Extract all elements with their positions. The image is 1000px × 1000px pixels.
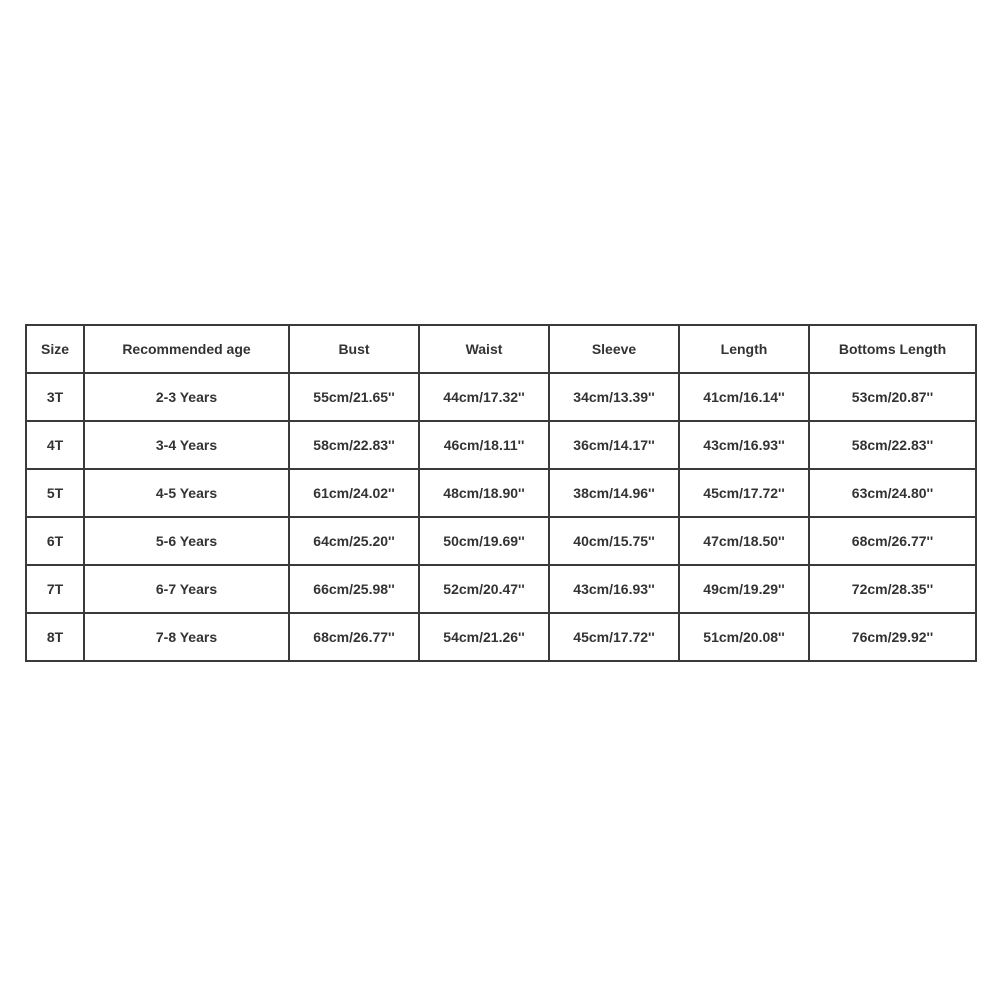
- cell-sleeve: 38cm/14.96'': [549, 469, 679, 517]
- column-header-length: Length: [679, 325, 809, 373]
- cell-recommended-age: 2-3 Years: [84, 373, 289, 421]
- cell-bust: 64cm/25.20'': [289, 517, 419, 565]
- table-row: [26, 517, 976, 565]
- cell-waist: 46cm/18.11'': [419, 421, 549, 469]
- cell-length: 43cm/16.93'': [679, 421, 809, 469]
- cell-waist: 52cm/20.47'': [419, 565, 549, 613]
- cell-bust: 55cm/21.65'': [289, 373, 419, 421]
- cell-length: 49cm/19.29'': [679, 565, 809, 613]
- table-row: [26, 421, 976, 469]
- cell-sleeve: 40cm/15.75'': [549, 517, 679, 565]
- cell-bottoms-length: 72cm/28.35'': [809, 565, 976, 613]
- cell-waist: 48cm/18.90'': [419, 469, 549, 517]
- size-chart-table: [25, 324, 977, 662]
- cell-size: 7T: [26, 565, 84, 613]
- cell-recommended-age: 7-8 Years: [84, 613, 289, 661]
- table-row: [26, 565, 976, 613]
- cell-bottoms-length: 58cm/22.83'': [809, 421, 976, 469]
- cell-recommended-age: 3-4 Years: [84, 421, 289, 469]
- cell-sleeve: 36cm/14.17'': [549, 421, 679, 469]
- cell-size: 4T: [26, 421, 84, 469]
- cell-sleeve: 34cm/13.39'': [549, 373, 679, 421]
- cell-bust: 66cm/25.98'': [289, 565, 419, 613]
- cell-bottoms-length: 53cm/20.87'': [809, 373, 976, 421]
- cell-bottoms-length: 68cm/26.77'': [809, 517, 976, 565]
- cell-bust: 68cm/26.77'': [289, 613, 419, 661]
- table-row: [26, 613, 976, 661]
- cell-length: 47cm/18.50'': [679, 517, 809, 565]
- table-header-row: [26, 325, 976, 373]
- cell-bust: 61cm/24.02'': [289, 469, 419, 517]
- cell-length: 45cm/17.72'': [679, 469, 809, 517]
- column-header-size: Size: [26, 325, 84, 373]
- column-header-sleeve: Sleeve: [549, 325, 679, 373]
- cell-bottoms-length: 76cm/29.92'': [809, 613, 976, 661]
- cell-waist: 44cm/17.32'': [419, 373, 549, 421]
- cell-recommended-age: 6-7 Years: [84, 565, 289, 613]
- cell-length: 41cm/16.14'': [679, 373, 809, 421]
- column-header-waist: Waist: [419, 325, 549, 373]
- cell-length: 51cm/20.08'': [679, 613, 809, 661]
- cell-size: 6T: [26, 517, 84, 565]
- column-header-bust: Bust: [289, 325, 419, 373]
- column-header-bottoms-length: Bottoms Length: [809, 325, 976, 373]
- cell-bottoms-length: 63cm/24.80'': [809, 469, 976, 517]
- column-header-recommended-age: Recommended age: [84, 325, 289, 373]
- cell-waist: 50cm/19.69'': [419, 517, 549, 565]
- cell-sleeve: 43cm/16.93'': [549, 565, 679, 613]
- cell-recommended-age: 4-5 Years: [84, 469, 289, 517]
- cell-sleeve: 45cm/17.72'': [549, 613, 679, 661]
- table-row: [26, 469, 976, 517]
- cell-size: 3T: [26, 373, 84, 421]
- table-row: [26, 373, 976, 421]
- cell-size: 8T: [26, 613, 84, 661]
- cell-waist: 54cm/21.26'': [419, 613, 549, 661]
- cell-bust: 58cm/22.83'': [289, 421, 419, 469]
- cell-recommended-age: 5-6 Years: [84, 517, 289, 565]
- cell-size: 5T: [26, 469, 84, 517]
